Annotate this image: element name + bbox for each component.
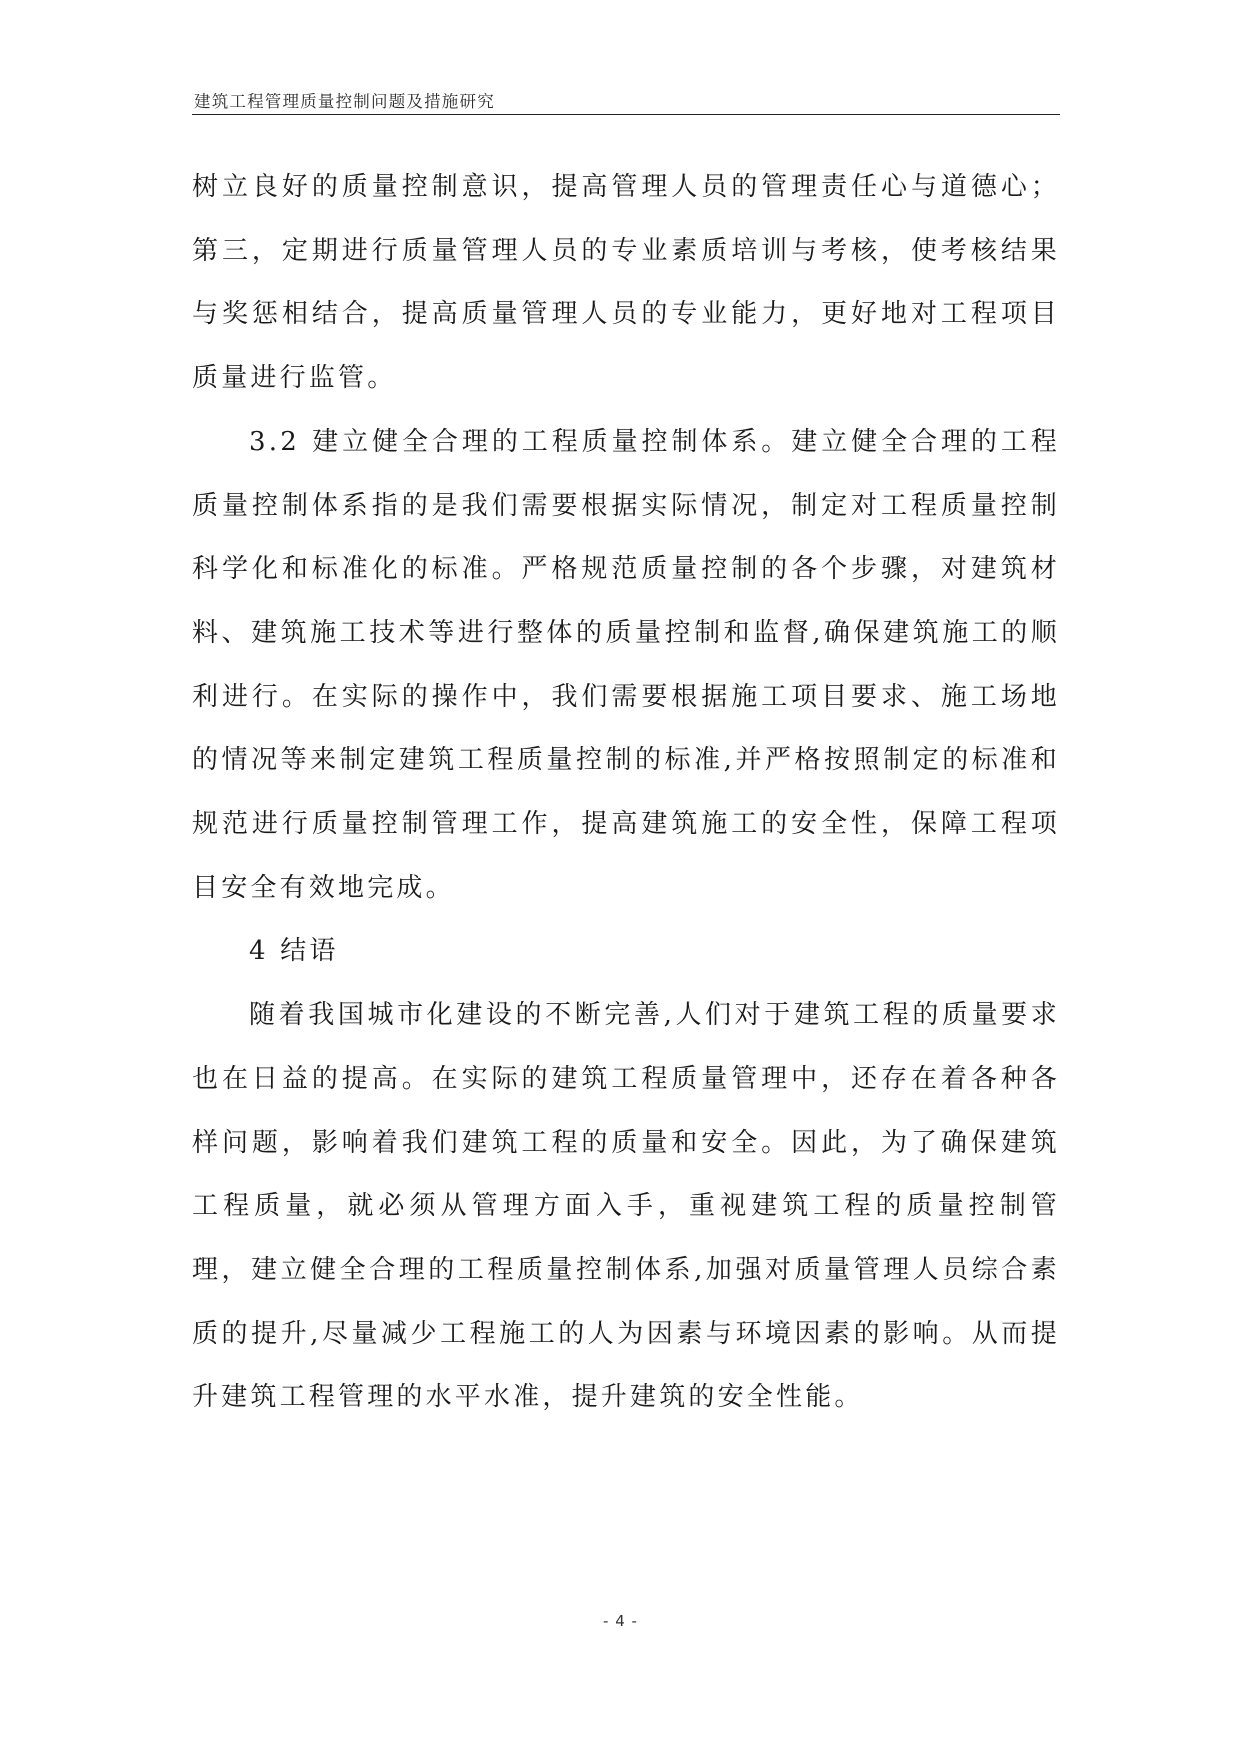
paragraph-conclusion: 随着我国城市化建设的不断完善,人们对于建筑工程的质量要求也在日益的提高。在实际的建筑工程质量管理中，还存在着各种各样问题，影响着我们建筑工程的质量和安全。因此，为了确保建筑工程质量，就必须从管理方面入手，重视建筑工程的质量控制管理，建立健全合理的工程质量控制体系,加强对质量管理人员综合素质的提升,尽量减少工程施工的人为因素与环境因素的影响。从而提升建筑工程管理的水平水准，提升建筑的安全性能。 bbox=[192, 1000, 1060, 1413]
running-header bbox=[192, 86, 1060, 115]
page-number: - 4 - bbox=[603, 1612, 638, 1630]
paragraph-quality-control-system: 3.2 建立健全合理的工程质量控制体系。建立健全合理的工程质量控制体系指的是我们需要根据实际情况，制定对工程质量控制科学化和标准化的标准。严格规范质量控制的各个步骤，对建筑材料、建筑施工技术等进行整体的质量控制和监督,确保建筑施工的顺利进行。在实际的操作中，我们需要根据施工项目要求、施工场地的情况等来制定建筑工程质量控制的标准,并严格按照制定的标准和规范进行质量控制管理工作，提高建筑施工的安全性，保障工程项目安全有效地完成。 bbox=[192, 426, 1060, 903]
section-heading-conclusion: 4 结语 bbox=[249, 936, 339, 967]
body-text bbox=[192, 156, 1060, 1430]
running-header-title: 建筑工程管理质量控制问题及措施研究 bbox=[194, 92, 495, 111]
paragraph-continuation: 树立良好的质量控制意识，提高管理人员的管理责任心与道德心；第三，定期进行质量管理人员的专业素质培训与考核，使考核结果与奖惩相结合，提高质量管理人员的专业能力，更好地对工程项目质量进行监管。 bbox=[192, 172, 1060, 394]
